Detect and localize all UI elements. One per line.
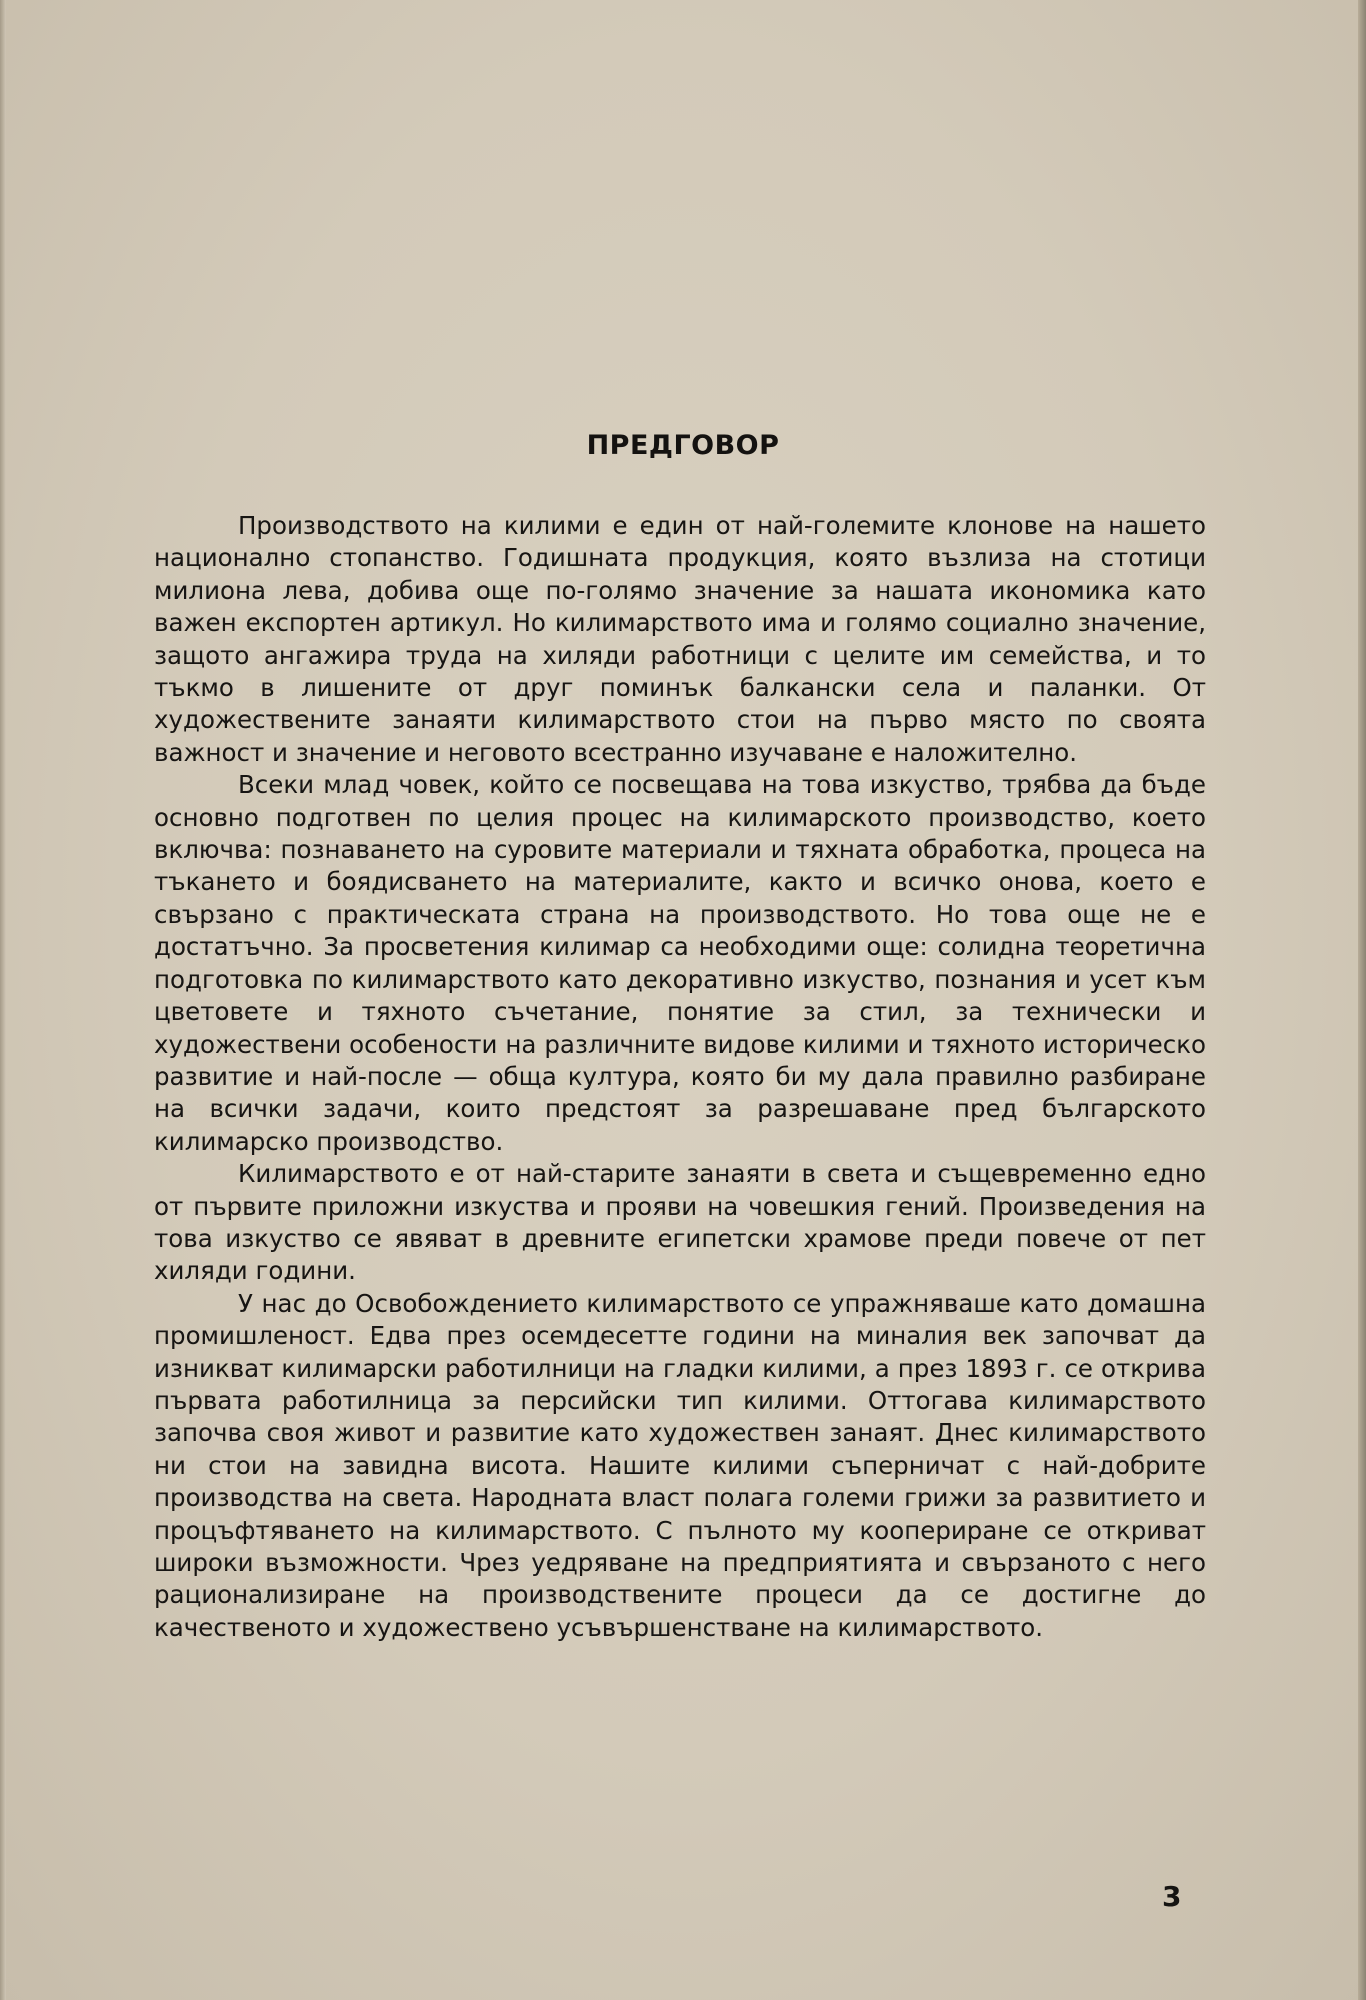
preface-body	[154, 510, 1206, 1644]
paragraph-3: Килимарството е от най-старите занаяти в света и същевременно едно от първите приложни изкуства и прояви на човешкия гений. Произведения на това изкуство се явяват в древните египетски храмове преди повече от пет хиляди години.	[154, 1159, 1206, 1286]
paragraph-1: Производството на килими е един от най-големите клонове на нашето национално стопанство. Годишната продукция, която възлиза на стотици милиона лева, добива още по-голямо значение за нашата икономика като важен експортен артикул. Но килимарството има и голямо социално значение, защото ангажира труда на хиляди работници с целите им семейства, и то тъкмо в лишените от друг поминък балкански села и паланки. От художествените занаяти килимарството стои на първо място по своята важност и значение и неговото всестранно изучаване е наложително.	[154, 511, 1206, 767]
paragraph-4: У нас до Освобождението килимарството се упражняваше като домашна промишленост. Едва през осемдесетте години на миналия век започват да изникват килимарски работилници на гладки килими, а през 1893 г. се открива първата работилница за персийски тип килими. Оттогава килимарството започва своя живот и развитие като художествен занаят. Днес килимарството ни стои на завидна висота. Нашите килими съперничат с най-добрите производства на света. Народната власт полага големи грижи за развитието и процъфтяването на килимарството. С пълното му коопериране се откриват широки възможности. Чрез уедряване на предприятията и свързаното с него рационализиране на производствените процеси да се достигне до качественото и художествено усъвършенстване на килимарството.	[154, 1288, 1206, 1642]
page-title: ПРЕДГОВОР	[586, 430, 780, 461]
paragraph-2: Всеки млад човек, който се посвещава на това изкуство, трябва да бъде основно подготвен по целия процес на килимарското производство, което включва: познаването на суровите материали и тяхната обработка, процеса на тъкането и боядисването на материалите, както и всичко онова, което е свързано с практическата страна на производството. Но това още не е достатъчно. За просветения килимар са необходими още: солидна теоретична подготовка по килимарството като декоративно изкуство, познания и усет към цветовете и тяхното съчетание, понятие за стил, за технически и художествени особености на различните видове килими и тяхното историческо развитие и най-после — обща култура, която би му дала правилно разбиране на всички задачи, които предстоят за разрешаване пред българското килимарско производство.	[154, 770, 1206, 1156]
page-right-edge	[1358, 0, 1366, 2000]
page-left-edge	[0, 0, 6, 2000]
page-number: 3	[1162, 1880, 1182, 1913]
